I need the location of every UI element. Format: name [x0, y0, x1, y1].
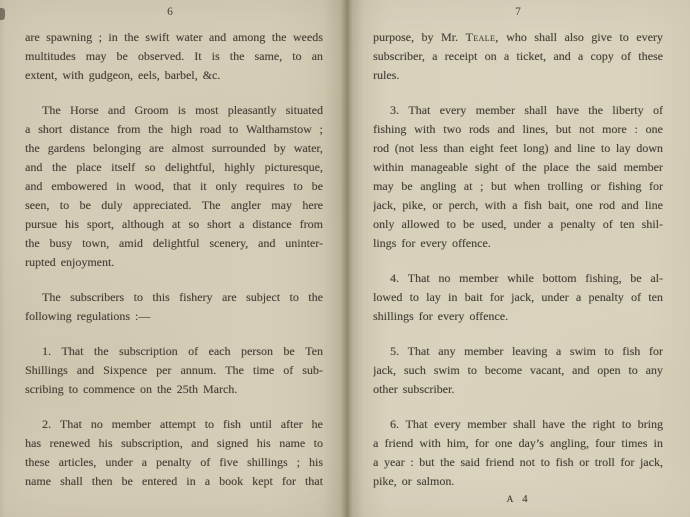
text-line: pursue his sport, although at so short a distance from: [25, 217, 323, 231]
paragraph: [373, 342, 663, 399]
text-line: rules.: [373, 68, 400, 82]
text-line: 6. That every member shall have the right to bring: [390, 417, 663, 431]
text-line: a year : but the said friend not to fish or troll for jack,: [373, 455, 663, 469]
text-line: the gardens belonging are almost surrounded by water,: [25, 141, 323, 155]
page-right: [347, 0, 690, 517]
text-line: extent, with gudgeon, eels, barbel, &c.: [25, 68, 221, 82]
paragraph: [25, 415, 323, 491]
text-line: other subscriber.: [373, 382, 455, 396]
text-line: these articles, under a penalty of five shillings ; his: [25, 455, 323, 469]
text-line: lings for every offence.: [373, 236, 491, 250]
text-line: The subscribers to this fishery are subject to the: [42, 290, 323, 304]
paragraph: [373, 101, 663, 253]
text-line: a friend with him, for one day’s angling, four times in: [373, 436, 663, 450]
text-line: jack, such swim to become vacant, and open to any: [373, 363, 663, 377]
text-line: The Horse and Groom is most pleasantly situated: [42, 103, 323, 117]
text-line: 3. That every member shall have the liberty of: [390, 103, 663, 117]
text-line: purpose, by Mr. Teale, who shall also give to every: [373, 30, 663, 44]
text-line: lowed to lay in bait for jack, under a penalty of ten: [373, 290, 663, 304]
text-line: shillings for every offence.: [373, 309, 509, 323]
page-number-right: 7: [515, 6, 522, 18]
paragraph: [25, 28, 323, 85]
page-left-text: [25, 28, 323, 491]
page-right-text: [373, 28, 663, 505]
text-line: multitudes may be observed. It is the same, to an: [25, 49, 323, 63]
text-line: seen, to be duly appreciated. The angler may here: [25, 198, 323, 212]
text-line: 1. That the subscription of each person be Ten: [42, 344, 323, 358]
text-line: jack, pike, or perch, with a fish bait, one rod and line: [373, 198, 663, 212]
text-line: 5. That any member leaving a swim to fish for: [390, 344, 663, 358]
text-line: 2. That no member attempt to fish until after he: [42, 417, 323, 431]
text-line: subscriber, a receipt on a ticket, and a copy of these: [373, 49, 663, 63]
paragraph: [25, 288, 323, 326]
paragraph: [373, 415, 663, 491]
paragraph: [25, 101, 323, 272]
text-line: following regulations :—: [25, 309, 151, 323]
text-line: and the place itself so delightful, highly picturesque,: [25, 160, 323, 174]
text-line: are spawning ; in the swift water and among the weeds: [25, 30, 323, 44]
text-line: pike, or salmon.: [373, 474, 455, 488]
text-line: rupted enjoyment.: [25, 255, 115, 269]
text-line: 4. That no member while bottom fishing, be al-: [390, 271, 663, 285]
page-number-left: 6: [167, 6, 174, 18]
text-line: and embowered in wood, that it only requires to be: [25, 179, 323, 193]
paragraph: [373, 269, 663, 326]
text-line: a short distance from the high road to Walthamstow ;: [25, 122, 323, 136]
text-line: Shillings and Sixpence per annum. The time of sub-: [25, 363, 323, 377]
text-line: the busy town, amid delightful scenery, and uninter-: [25, 236, 323, 250]
paragraph: [25, 342, 323, 399]
signature-mark: A 4: [506, 493, 530, 505]
paragraph: [373, 28, 663, 85]
text-line: scribing to commence on the 25th March.: [25, 382, 238, 396]
text-line: only allowed to be used, under a penalty of ten shil-: [373, 217, 663, 231]
text-line: rod (not less than eight feet long) and line to lay down: [373, 141, 663, 155]
text-line: within manageable sight of the place the said member: [373, 160, 663, 174]
text-line: name shall then be entered in a book kept for that: [25, 474, 323, 488]
text-line: may be angling at ; but when trolling or fishing for: [373, 179, 663, 193]
text-line: has renewed his subscription, and signed his name to: [25, 436, 323, 450]
text-line: fishing with two rods and lines, but not more : one: [373, 122, 663, 136]
